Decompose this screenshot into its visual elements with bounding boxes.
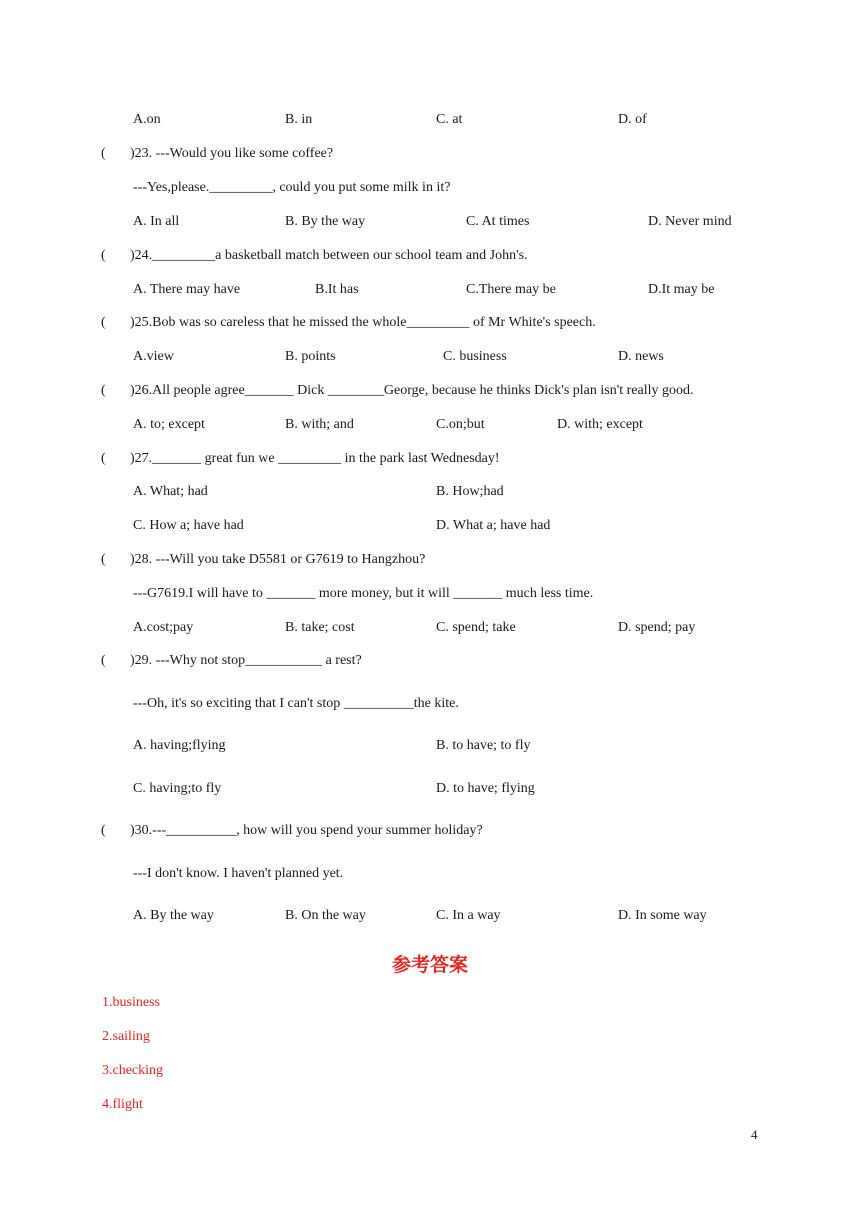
q28-question: )28. ---Will you take D5581 or G7619 to Hangzhou?: [130, 552, 426, 567]
q29-options-row1: [0, 736, 860, 756]
q26-options: [0, 415, 860, 435]
q29-response: ---Oh, it's so exciting that I can't stop __________the kite.: [133, 696, 459, 711]
q25-option-c: C. business: [443, 349, 507, 364]
q24-option-c: C.There may be: [466, 282, 556, 297]
q30-option-a: A. By the way: [133, 908, 214, 923]
q23-line2: [0, 178, 860, 198]
answer-paren: (: [101, 823, 106, 838]
q30-option-d: D. In some way: [618, 908, 707, 923]
page-number: 4: [751, 1127, 758, 1142]
answer-item: 2.sailing: [102, 1029, 150, 1044]
q28-options: [0, 618, 860, 638]
q27-question: )27._______ great fun we _________ in the park last Wednesday!: [130, 451, 500, 466]
q26-stem: [0, 381, 860, 401]
q28-option-a: A.cost;pay: [133, 620, 194, 635]
q29-option-a: A. having;flying: [133, 738, 226, 753]
q30-response: ---I don't know. I haven't planned yet.: [133, 866, 344, 881]
q22-option-b: B. in: [285, 112, 313, 127]
q27-option-d: D. What a; have had: [436, 518, 551, 533]
q26-option-c: C.on;but: [436, 417, 485, 432]
q23-option-d: D. Never mind: [648, 214, 732, 229]
answer-paren: (: [101, 146, 106, 161]
q23-options: [0, 212, 860, 232]
q25-option-b: B. points: [285, 349, 336, 364]
q25-option-d: D. news: [618, 349, 664, 364]
q23-option-a: A. In all: [133, 214, 180, 229]
q28-option-d: D. spend; pay: [618, 620, 696, 635]
answer-item: 3.checking: [102, 1063, 164, 1078]
q27-stem: [0, 449, 860, 469]
q29-option-b: B. to have; to fly: [436, 738, 531, 753]
q28-line2: [0, 584, 860, 604]
answer-paren: (: [101, 383, 106, 398]
answer-item: 1.business: [102, 995, 160, 1010]
q23-question: )23. ---Would you like some coffee?: [130, 146, 334, 161]
answer-paren: (: [101, 315, 106, 330]
q24-stem: [0, 246, 860, 266]
answer-paren: (: [101, 653, 106, 668]
q22-option-d: D. of: [618, 112, 647, 127]
q22-options: [0, 110, 860, 130]
q23-option-c: C. At times: [466, 214, 530, 229]
q24-option-a: A. There may have: [133, 282, 241, 297]
q29-option-d: D. to have; flying: [436, 781, 535, 796]
q25-options: [0, 347, 860, 367]
q27-options-row2: [0, 516, 860, 536]
q28-option-b: B. take; cost: [285, 620, 355, 635]
q30-question: )30.---__________, how will you spend your summer holiday?: [130, 823, 483, 838]
q25-stem: [0, 313, 860, 333]
q24-option-d: D.It may be: [648, 282, 715, 297]
q22-option-c: C. at: [436, 112, 463, 127]
q30-line2: [0, 864, 860, 884]
q24-question: )24._________a basketball match between our school team and John's.: [130, 248, 528, 263]
q26-option-d: D. with; except: [557, 417, 643, 432]
q27-options-row1: [0, 482, 860, 502]
answers-title: 参考答案: [391, 954, 468, 976]
q30-option-b: B. On the way: [285, 908, 366, 923]
q23-response: ---Yes,please._________, could you put some milk in it?: [133, 180, 451, 195]
q27-option-c: C. How a; have had: [133, 518, 244, 533]
q24-options: [0, 280, 860, 300]
q30-option-c: C. In a way: [436, 908, 501, 923]
q23-stem: [0, 144, 860, 164]
q25-question: )25.Bob was so careless that he missed the whole_________ of Mr White's speech.: [130, 315, 596, 330]
q26-question: )26.All people agree_______ Dick ________George, because he thinks Dick's plan isn't really good.: [130, 383, 694, 398]
q24-option-b: B.It has: [315, 282, 359, 297]
answer-paren: (: [101, 552, 106, 567]
q27-option-b: B. How;had: [436, 484, 504, 499]
q26-option-b: B. with; and: [285, 417, 354, 432]
q30-stem: [0, 821, 860, 841]
q29-options-row2: [0, 779, 860, 799]
q25-option-a: A.view: [133, 349, 174, 364]
q30-options: [0, 906, 860, 926]
answer-paren: (: [101, 248, 106, 263]
q27-option-a: A. What; had: [133, 484, 208, 499]
answer-paren: (: [101, 451, 106, 466]
q29-question: )29. ---Why not stop___________ a rest?: [130, 653, 362, 668]
q29-line2: [0, 694, 860, 714]
q26-option-a: A. to; except: [133, 417, 205, 432]
answer-item: 4.flight: [102, 1097, 143, 1112]
q28-response: ---G7619.I will have to _______ more money, but it will _______ much less time.: [133, 586, 594, 601]
q23-option-b: B. By the way: [285, 214, 366, 229]
q29-option-c: C. having;to fly: [133, 781, 222, 796]
q29-stem: [0, 651, 860, 671]
q28-option-c: C. spend; take: [436, 620, 516, 635]
q28-stem: [0, 550, 860, 570]
q22-option-a: A.on: [133, 112, 161, 127]
